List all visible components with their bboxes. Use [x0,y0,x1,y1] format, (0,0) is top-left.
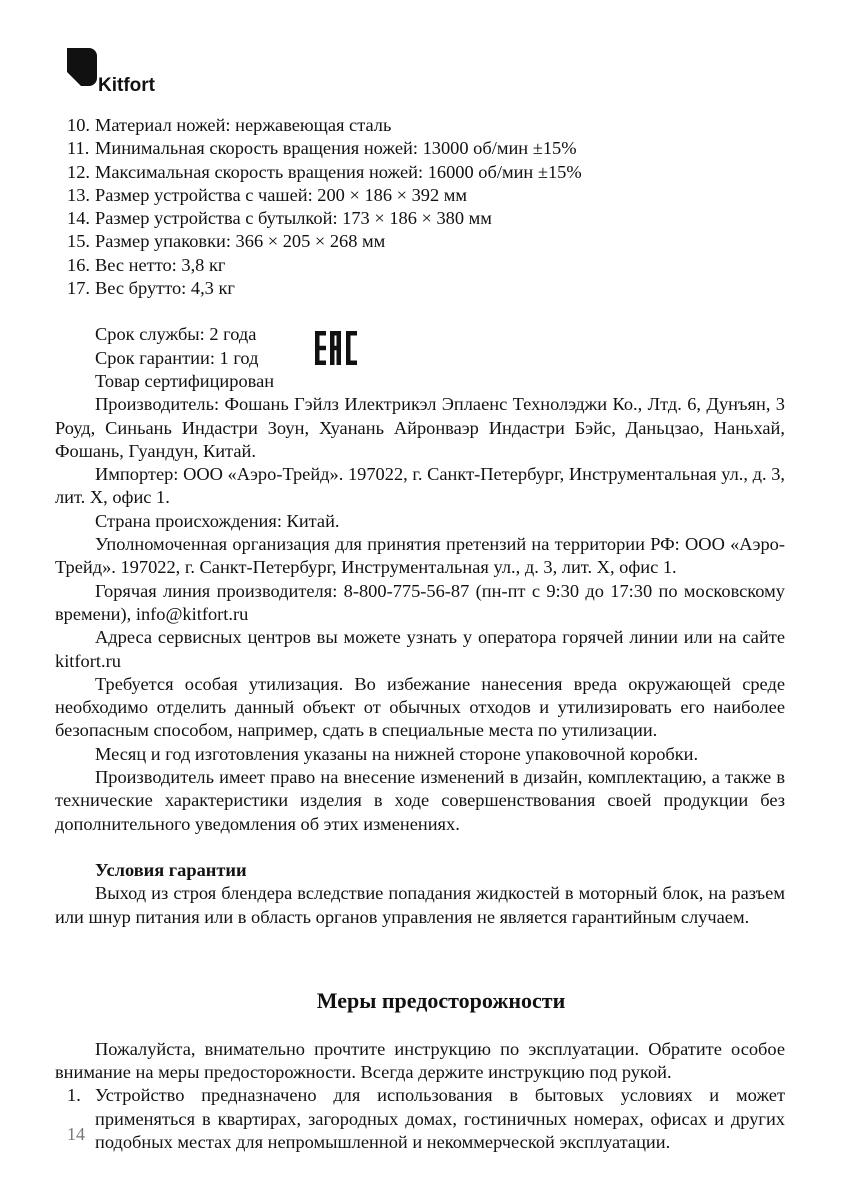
spec-item: 13. Размер устройства с чашей: 200 × 186 × 392 мм [67,184,468,205]
spec-item: 17. Вес брутто: 4,3 кг [67,278,235,299]
spec-item: 15. Размер упаковки: 366 × 205 × 268 мм [67,231,386,252]
warranty-heading: Условия гарантии [95,859,247,880]
hotline-paragraph: Горячая линия производителя: 8-800-775-56-87 (пн-пт с 9:30 до 17:30 по московскому времени), info@kitfort.ru [55,580,785,624]
spec-item: 10. Материал ножей: нержавеющая сталь [67,115,392,135]
service-centers-paragraph: Адреса сервисных центров вы можете узнать у оператора горячей линии или на сайте kitfort.ru [55,627,785,671]
kitfort-logo-mark-icon [67,48,97,86]
manufacturer-paragraph: Производитель: Фошань Гэйлз Илектрикэл Эплаенс Технолэджи Ко., Лтд. 6, Дунъян, 3 Роуд, Синьань Индастри Зоун, Хуанань Айронваэр Индастри Бэйс, Даньцзао, Наньхай, Фошань, Гуандун, Китай. [55,394,785,461]
changes-paragraph: Производитель имеет право на внесение изменений в дизайн, комплектацию, а также в технические характеристики изделия в ходе совершенствования своей продукции без дополнительного уведомления об этих изменениях. [55,767,785,834]
claims-paragraph: Уполномоченная организация для принятия претензий на территории РФ: ООО «Аэро-Трейд». 197022, г. Санкт-Петербург, Инструментальная ул., д. 3, лит. Х, офис 1. [55,534,785,578]
warranty-period: Срок гарантии: 1 год [95,347,259,368]
page-number: 14 [67,1124,85,1144]
origin-paragraph: Страна происхождения: Китай. [95,510,340,531]
section-title: Меры предосторожности [316,987,566,1013]
certification-block [55,323,785,393]
manufacture-date-paragraph: Месяц и год изготовления указаны на нижней стороне упаковочной коробки. [95,743,699,764]
specs-list [55,114,785,300]
kitfort-logo [67,48,177,98]
precautions-intro: Пожалуйста, внимательно прочтите инструкцию по эксплуатации. Обратите особое внимание на меры предосторожности. Всегда держите инструкцию под рукой. [55,1038,785,1083]
spec-item: 14. Размер устройства с бутылкой: 173 × 186 × 380 мм [67,208,492,229]
page-content [55,114,785,1154]
spec-item: 11. Минимальная скорость вращения ножей: 13000 об/мин ±15% [67,138,577,159]
warranty-text: Выход из строя блендера вследствие попадания жидкостей в моторный блок, на разъем или шнур питания или в область органов управления не является гарантийным случаем. [55,883,785,927]
logo-text: Kitfort [98,75,155,96]
service-life: Срок службы: 2 года [95,324,257,345]
list-item [55,1084,785,1154]
spec-item: 16. Вес нетто: 3,8 кг [67,254,226,275]
spec-item: 12. Максимальная скорость вращения ножей: 16000 об/мин ±15% [67,161,582,182]
eac-icon [315,331,359,365]
disposal-paragraph: Требуется особая утилизация. Во избежание нанесения вреда окружающей среде необходимо отделить данный объект от обычных отходов и утилизировать его наиболее безопасным способом, например, сдать в специальные места по утилизации. [55,673,785,741]
importer-paragraph: Импортер: ООО «Аэро-Трейд». 197022, г. Санкт-Петербург, Инструментальная ул., д. 3, лит. Х, офис 1. [55,464,785,508]
list-item-text: Устройство предназначено для использования в бытовых условиях и может применяться в квартирах, загородных домах, гостиничных номерах, офисах и других подобных местах для непромышленной и некоммерческой эксплуатации. [95,1085,785,1152]
certified-text: Товар сертифицирован [95,370,275,391]
list-item-number: 1. [67,1085,81,1106]
